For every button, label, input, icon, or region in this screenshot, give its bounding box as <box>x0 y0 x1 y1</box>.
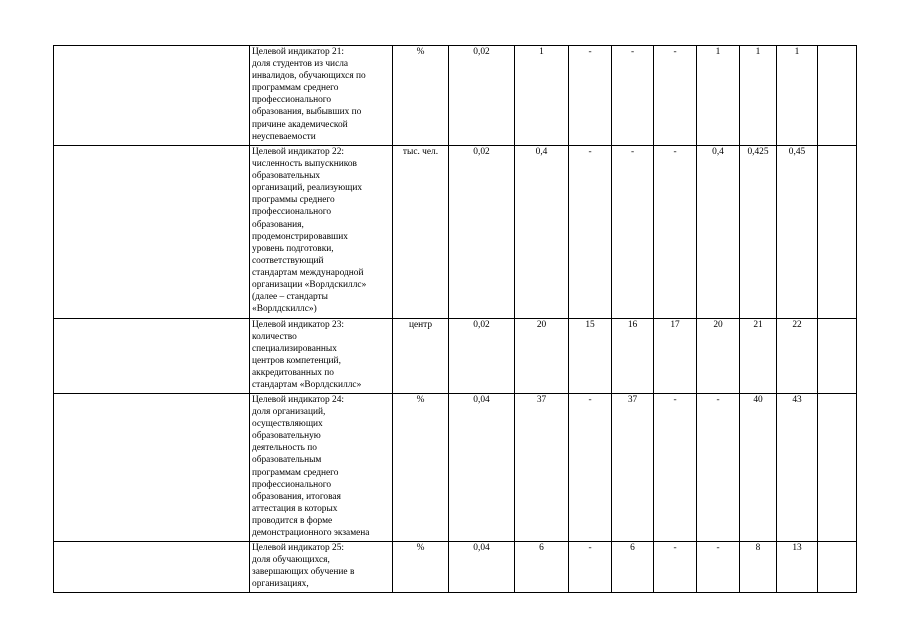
empty-cell <box>54 46 250 146</box>
value-cell: 15 <box>569 319 612 394</box>
value-cell: - <box>612 46 654 146</box>
value-cell: 0,45 <box>777 146 818 319</box>
indicator-name: Целевой индикатор 21: доля студентов из числа инвалидов, обучающихся по программам среднего профессионального образования, выбывших по причине академической неуспеваемости <box>250 46 393 146</box>
empty-cell <box>818 46 857 146</box>
value-cell: 6 <box>515 542 569 593</box>
value-cell: 1 <box>740 46 777 146</box>
empty-cell <box>818 394 857 542</box>
value-cell: 43 <box>777 394 818 542</box>
weight-cell: 0,02 <box>449 46 515 146</box>
value-cell: 21 <box>740 319 777 394</box>
value-cell: 8 <box>740 542 777 593</box>
value-cell: 16 <box>612 319 654 394</box>
value-cell: 22 <box>777 319 818 394</box>
unit-cell: % <box>393 542 449 593</box>
unit-cell: тыс. чел. <box>393 146 449 319</box>
value-cell: 1 <box>515 46 569 146</box>
weight-cell: 0,02 <box>449 319 515 394</box>
empty-cell <box>818 146 857 319</box>
value-cell: 37 <box>612 394 654 542</box>
value-cell: - <box>569 146 612 319</box>
value-cell: - <box>697 542 740 593</box>
value-cell: - <box>697 394 740 542</box>
value-cell: - <box>569 46 612 146</box>
empty-cell <box>818 542 857 593</box>
empty-cell <box>54 319 250 394</box>
table-row <box>54 394 857 542</box>
value-cell: 6 <box>612 542 654 593</box>
indicator-name: Целевой индикатор 24: доля организаций, осуществляющих образовательную деятельность по образовательным программам среднего профессионального образования, итоговая аттестация в которых проводится в форме демонстрационного экзамена <box>250 394 393 542</box>
value-cell: - <box>654 542 697 593</box>
value-cell: 0,425 <box>740 146 777 319</box>
empty-cell <box>818 319 857 394</box>
value-cell: - <box>569 542 612 593</box>
value-cell: - <box>654 394 697 542</box>
table-row <box>54 542 857 593</box>
value-cell: 0,4 <box>515 146 569 319</box>
unit-cell: центр <box>393 319 449 394</box>
value-cell: 0,4 <box>697 146 740 319</box>
value-cell: - <box>654 146 697 319</box>
weight-cell: 0,04 <box>449 542 515 593</box>
value-cell: 20 <box>515 319 569 394</box>
indicator-name: Целевой индикатор 22: численность выпускников образовательных организаций, реализующих программы среднего профессионального образования, продемонстрировавших уровень подготовки, соответствующий стандартам международной организации «Ворлдскиллс» (далее – стандарты «Ворлдскиллс») <box>250 146 393 319</box>
value-cell: - <box>612 146 654 319</box>
value-cell: 40 <box>740 394 777 542</box>
indicator-name: Целевой индикатор 25: доля обучающихся, завершающих обучение в организациях, <box>250 542 393 593</box>
value-cell: - <box>654 46 697 146</box>
table-row <box>54 146 857 319</box>
value-cell: 1 <box>777 46 818 146</box>
value-cell: 37 <box>515 394 569 542</box>
empty-cell <box>54 146 250 319</box>
unit-cell: % <box>393 394 449 542</box>
table-row <box>54 319 857 394</box>
indicators-table <box>53 45 857 593</box>
empty-cell <box>54 542 250 593</box>
empty-cell <box>54 394 250 542</box>
value-cell: 17 <box>654 319 697 394</box>
indicator-name: Целевой индикатор 23: количество специализированных центров компетенций, аккредитованных по стандартам «Ворлдскиллс» <box>250 319 393 394</box>
value-cell: 13 <box>777 542 818 593</box>
value-cell: 20 <box>697 319 740 394</box>
value-cell: - <box>569 394 612 542</box>
value-cell: 1 <box>697 46 740 146</box>
weight-cell: 0,02 <box>449 146 515 319</box>
weight-cell: 0,04 <box>449 394 515 542</box>
table-row <box>54 46 857 146</box>
unit-cell: % <box>393 46 449 146</box>
